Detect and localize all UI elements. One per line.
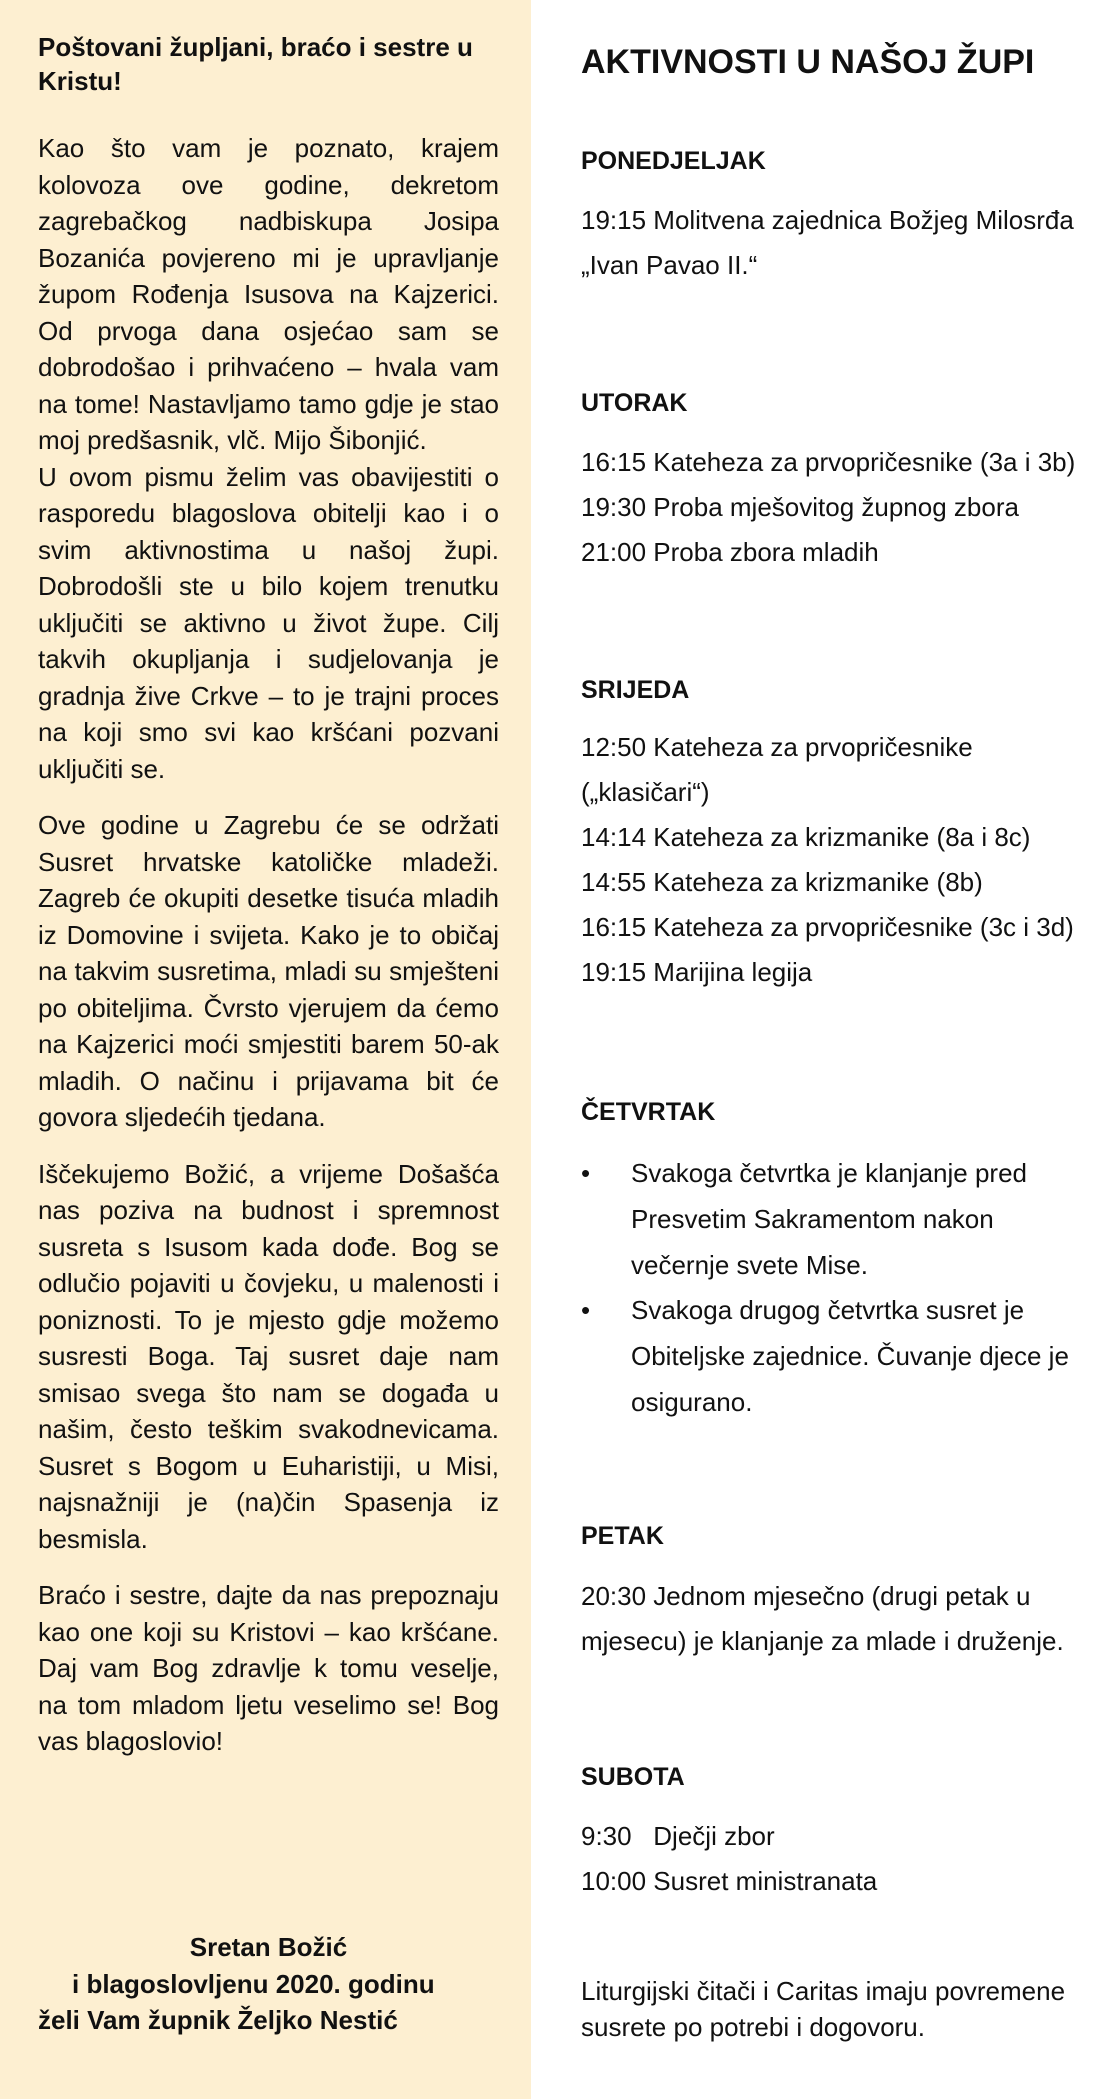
activities-footer-note: Liturgijski čitači i Caritas imaju povremene susrete po potrebi i dogovoru.: [581, 1976, 1066, 2042]
letter-paragraph: Kao što vam je poznato, krajem kolovoza ove godine, dekretom zagrebačkog nadbiskupa Josipa Bozanića povjereno mi je upravljanje župom Rođenja Isusova na Kajzerici. Od prvoga dana osjećao sam se dobrodošao i prihvaćeno – hvala vam na tome! Nastavljamo tamo gdje je stao moj predšasnik, vlč. Mijo Šibonjić.: [38, 133, 499, 455]
day-heading-wednesday: SRIJEDA: [581, 676, 690, 704]
activities-title: AKTIVNOSTI U NAŠOJ ŽUPI: [581, 43, 1035, 81]
schedule-line: 19:30 Proba mješovitog župnog zbora: [581, 492, 1019, 522]
letter-greeting: Poštovani župljani, braćo i sestre u Kristu!: [38, 32, 473, 96]
letter-signature: [38, 1929, 499, 2039]
schedule-bullet: • Svakoga četvrtka je klanjanje pred Presvetim Sakramentom nakon večernje svete Mise.: [581, 1150, 1081, 1288]
bullet-icon: •: [581, 1295, 591, 1325]
schedule-line: mjesecu) je klanjanje za mlade i druženje.: [581, 1626, 1064, 1656]
signature-line: želi Vam župnik Željko Nestić: [38, 2005, 398, 2035]
letter-body: [38, 30, 499, 1780]
schedule-line: 14:14 Kateheza za krizmanike (8a i 8c): [581, 822, 1031, 852]
day-heading-thursday: ČETVRTAK: [581, 1098, 716, 1126]
letter-paragraph: Iščekujemo Božić, a vrijeme Došašća nas poziva na budnost i spremnost susreta s Isusom kada dođe. Bog se odlučio pojaviti u čovjeku, u malenosti i poniznosti. To je mjesto gdje možemo susresti Boga. Taj susret daje nam smisao svega što nam se događa u našim, često teškim svakodnevicama. Susret s Bogom u Euharistiji, u Misi, najsnažniji je (na)čin Spasenja iz besmisla.: [38, 1158, 499, 1554]
schedule-line: 19:15 Molitvena zajednica Božjeg Milosrđa: [581, 205, 1074, 235]
schedule-line: („klasičari“): [581, 777, 710, 807]
bullet-icon: •: [581, 1158, 591, 1188]
letter-column: [0, 0, 531, 2099]
schedule-line: 21:00 Proba zbora mladih: [581, 537, 879, 567]
schedule-line: 16:15 Kateheza za prvopričesnike (3a i 3b): [581, 447, 1076, 477]
schedule-line: 14:55 Kateheza za krizmanike (8b): [581, 867, 983, 897]
schedule-line: 9:30 Dječji zbor: [581, 1821, 775, 1851]
schedule-bullet: • Svakoga drugog četvrtka susret je Obiteljske zajednice. Čuvanje djece je osigurano.: [581, 1287, 1081, 1425]
schedule-line: 19:15 Marijina legija: [581, 957, 813, 987]
letter-paragraph: U ovom pismu želim vas obavijestiti o rasporedu blagoslova obitelji kao i o svim aktivnostima u našoj župi. Dobrodošli ste u bilo kojem trenutku uključiti se aktivno u život župe. Cilj takvih okupljanja i sudjelovanja je gradnja žive Crkve – to je trajni proces na koji smo svi kao kršćani pozvani uključiti se.: [38, 461, 499, 784]
letter-paragraph: Ove godine u Zagrebu će se održati Susret hrvatske katoličke mladeži. Zagreb će okupiti desetke tisuća mladih iz Domovine i svijeta. Kako je to običaj na takvim susretima, mladi su smješteni po obiteljima. Čvrsto vjerujem da ćemo na Kajzerici moći smjestiti barem 50-ak mladih. O načinu i prijavama bit će govora sljedećih tjedana.: [38, 810, 499, 1132]
schedule-line: „Ivan Pavao II.“: [581, 250, 758, 280]
schedule-line: 10:00 Susret ministranata: [581, 1866, 878, 1896]
letter-paragraph: Braćo i sestre, dajte da nas prepoznaju kao one koji su Kristovi – kao kršćane. Daj vam Bog zdravlje k tomu veselje, na tom mladom ljetu veselimo se! Bog vas blagoslovio!: [38, 1580, 499, 1756]
day-heading-monday: PONEDJELJAK: [581, 147, 766, 175]
day-heading-friday: PETAK: [581, 1522, 664, 1550]
day-heading-saturday: SUBOTA: [581, 1763, 685, 1791]
day-heading-tuesday: UTORAK: [581, 389, 688, 417]
schedule-line: 20:30 Jednom mjesečno (drugi petak u: [581, 1581, 1031, 1611]
signature-line: Sretan Božić: [189, 1932, 348, 1962]
schedule-line: 12:50 Kateheza za prvopričesnike: [581, 732, 973, 762]
schedule-line: 16:15 Kateheza za prvopričesnike (3c i 3d): [581, 912, 1074, 942]
signature-line: i blagoslovljenu 2020. godinu: [72, 1968, 435, 1999]
